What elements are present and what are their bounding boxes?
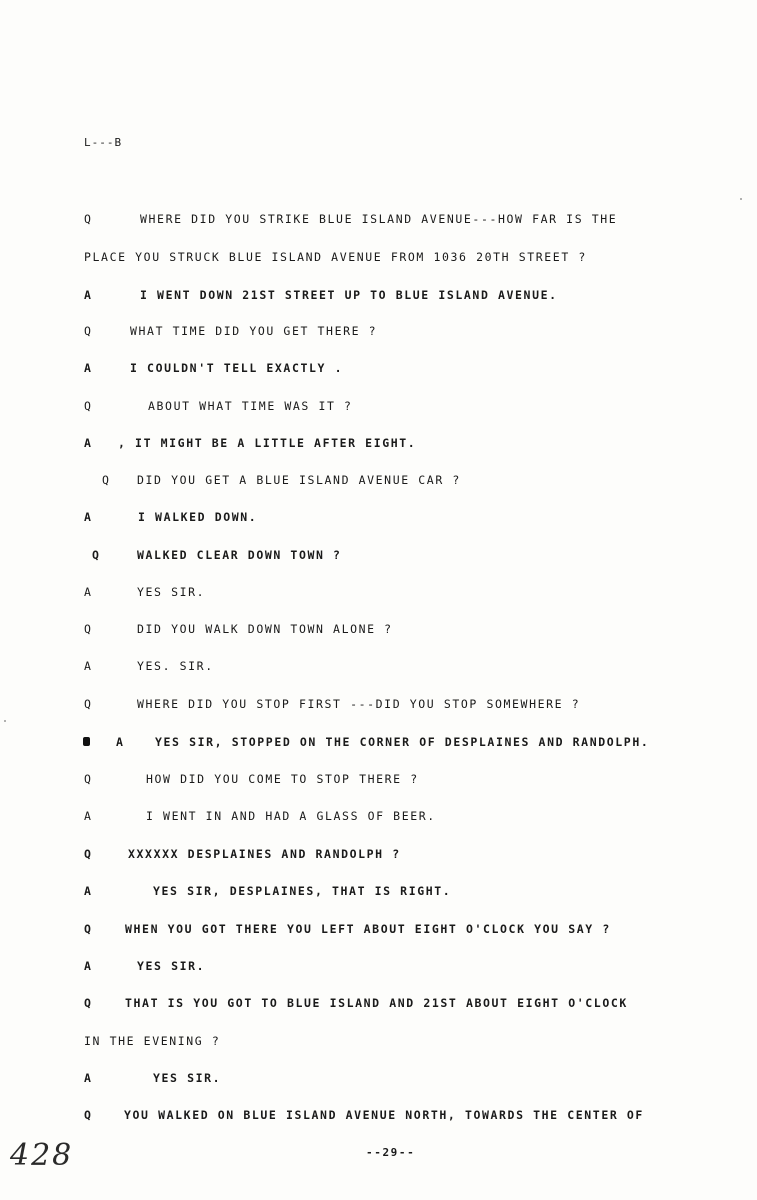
question-text: WALKED CLEAR DOWN TOWN ? [137,548,342,562]
speaker-label: Q [84,324,93,338]
speaker-label: A [84,585,93,599]
answer-text: YES SIR. [137,585,206,599]
question-text: XXXXXX DESPLAINES AND RANDOLPH ? [128,847,401,861]
speaker-label: A [84,959,93,973]
paper-speck [740,198,742,200]
answer-text: YES SIR. [153,1071,222,1085]
question-text: ABOUT WHAT TIME WAS IT ? [148,399,353,413]
page-number: --29-- [366,1146,416,1159]
answer-text: , IT MIGHT BE A LITTLE AFTER EIGHT. [118,436,417,450]
answer-text: YES SIR. [137,959,206,973]
answer-text: YES SIR, STOPPED ON THE CORNER OF DESPLAINES AND RANDOLPH. [155,735,650,749]
ink-blot [83,737,90,746]
speaker-label: Q [84,847,93,861]
speaker-label: Q [84,399,93,413]
answer-text: I WALKED DOWN. [138,510,258,524]
speaker-label: A [84,884,93,898]
answer-text: I WENT DOWN 21ST STREET UP TO BLUE ISLAND AVENUE. [140,288,558,302]
speaker-label: A [84,1071,93,1085]
speaker-label: A [84,436,93,450]
speaker-label: A [84,361,93,375]
speaker-label: Q [84,996,93,1010]
speaker-label: A [84,809,93,823]
question-text: WHAT TIME DID YOU GET THERE ? [130,324,378,338]
speaker-label: Q [84,697,93,711]
answer-text: I WENT IN AND HAD A GLASS OF BEER. [146,809,436,823]
document-header-code: L---B [84,136,123,149]
question-text: DID YOU WALK DOWN TOWN ALONE ? [137,622,393,636]
answer-text: I COULDN'T TELL EXACTLY . [130,361,344,375]
speaker-label: Q [84,1108,93,1122]
question-text: WHERE DID YOU STRIKE BLUE ISLAND AVENUE---HOW FAR IS THE [140,212,618,226]
speaker-label: A [116,735,125,749]
speaker-label: Q [84,922,93,936]
question-text: THAT IS YOU GOT TO BLUE ISLAND AND 21ST ABOUT EIGHT O'CLOCK [125,996,628,1010]
speaker-label: Q [84,772,93,786]
question-text: HOW DID YOU COME TO STOP THERE ? [146,772,419,786]
question-text: WHERE DID YOU STOP FIRST ---DID YOU STOP SOMEWHERE ? [137,697,581,711]
continuation-text: PLACE YOU STRUCK BLUE ISLAND AVENUE FROM 1036 20TH STREET ? [84,250,587,264]
handwritten-page-number: 428 [10,1138,74,1173]
paper-speck [4,720,6,722]
speaker-label: Q [84,212,93,226]
answer-text: YES. SIR. [137,659,214,673]
question-text: YOU WALKED ON BLUE ISLAND AVENUE NORTH, TOWARDS THE CENTER OF [124,1108,644,1122]
speaker-label: A [84,510,93,524]
speaker-label: Q [92,548,101,562]
speaker-label: A [84,288,93,302]
speaker-label: Q [84,622,93,636]
question-text: DID YOU GET A BLUE ISLAND AVENUE CAR ? [137,473,461,487]
continuation-text: IN THE EVENING ? [84,1034,221,1048]
question-text: WHEN YOU GOT THERE YOU LEFT ABOUT EIGHT O'CLOCK YOU SAY ? [125,922,611,936]
speaker-label: Q [102,473,111,487]
speaker-label: A [84,659,93,673]
answer-text: YES SIR, DESPLAINES, THAT IS RIGHT. [153,884,452,898]
